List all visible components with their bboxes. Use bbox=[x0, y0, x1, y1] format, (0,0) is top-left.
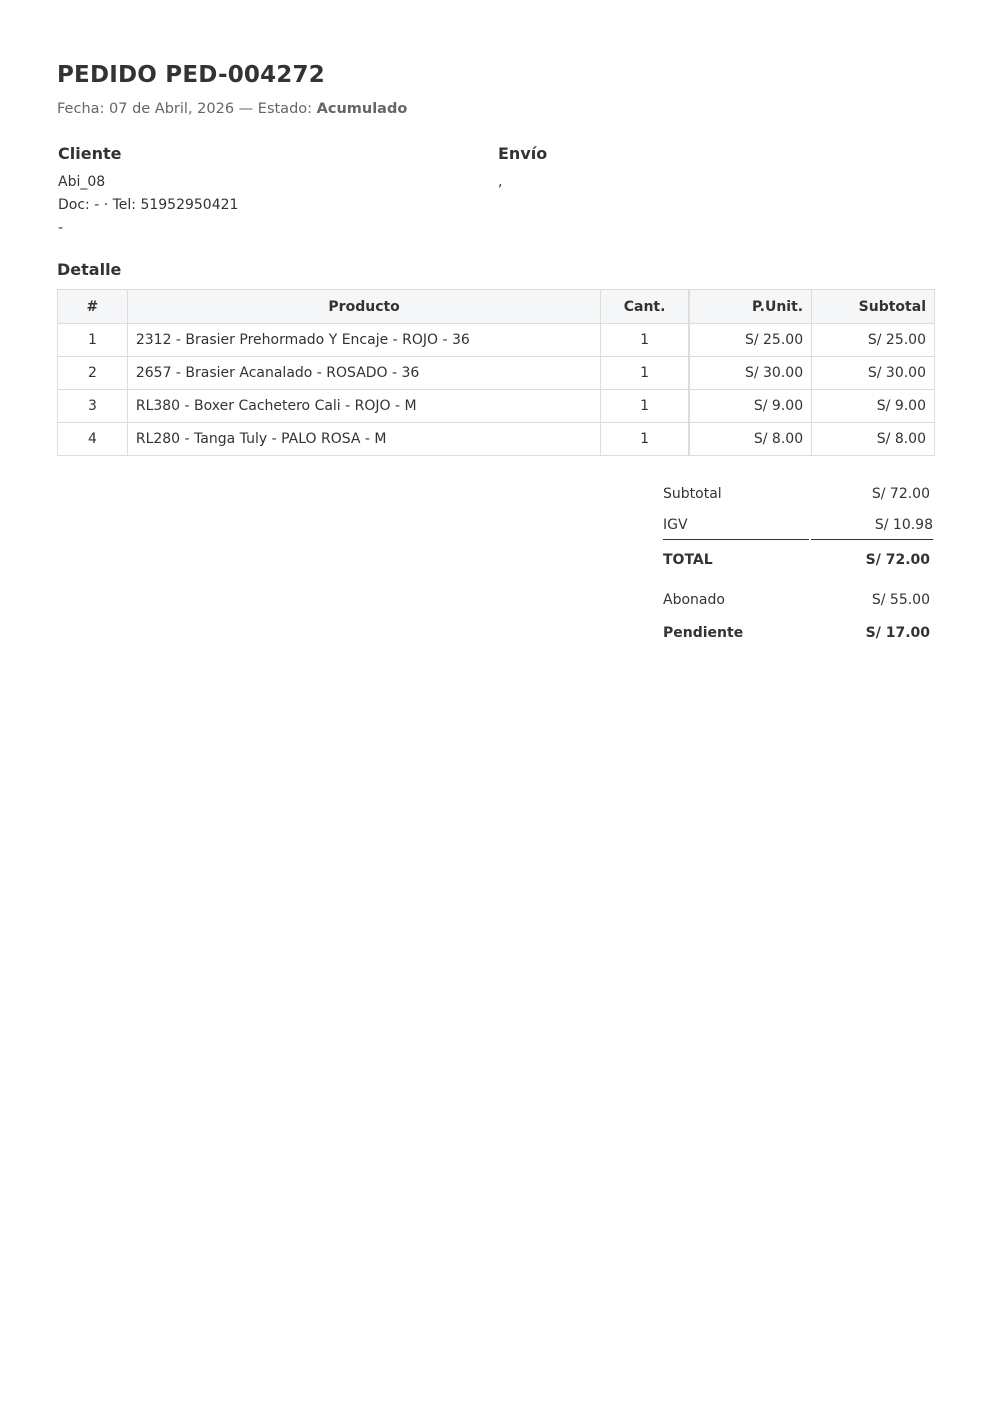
shipping-address: , bbox=[498, 174, 503, 190]
row-num: 3 bbox=[58, 390, 128, 423]
row-unit-price: S/ 30.00 bbox=[689, 357, 812, 390]
paid-value: S/ 55.00 bbox=[871, 592, 930, 608]
igv-value: S/ 10.98 bbox=[874, 516, 933, 533]
totals-igv-row bbox=[663, 509, 933, 540]
col-num-header: # bbox=[58, 290, 128, 324]
row-product: RL280 - Tanga Tuly - PALO ROSA - M bbox=[127, 423, 601, 456]
totals-total-row bbox=[663, 540, 933, 580]
client-extra: - bbox=[58, 220, 64, 236]
pending-label: Pendiente bbox=[663, 625, 744, 641]
row-product: 2312 - Brasier Prehormado Y Encaje - ROJO - 36 bbox=[127, 324, 601, 357]
shipping-block bbox=[498, 144, 918, 194]
detail-heading: Detalle bbox=[57, 260, 122, 279]
pending-value: S/ 17.00 bbox=[865, 625, 930, 641]
page-title: PEDIDO PED-004272 bbox=[57, 62, 325, 88]
row-subtotal: S/ 25.00 bbox=[812, 324, 935, 357]
table-header-row bbox=[58, 290, 935, 324]
row-subtotal: S/ 9.00 bbox=[812, 390, 935, 423]
col-subtotal-header: Subtotal bbox=[812, 290, 935, 324]
subtotal-value: S/ 72.00 bbox=[871, 485, 930, 502]
row-subtotal: S/ 30.00 bbox=[812, 357, 935, 390]
col-unit-price-header: P.Unit. bbox=[689, 290, 812, 324]
totals-paid-row bbox=[663, 584, 933, 616]
row-product: RL380 - Boxer Cachetero Cali - ROJO - M bbox=[127, 390, 601, 423]
totals-summary bbox=[663, 478, 933, 650]
totals-pending-row bbox=[663, 616, 933, 650]
total-value: S/ 72.00 bbox=[865, 552, 930, 568]
igv-label: IGV bbox=[663, 516, 688, 533]
table-row bbox=[58, 423, 935, 456]
totals-subtotal-row bbox=[663, 478, 933, 509]
order-meta bbox=[57, 101, 407, 117]
row-qty: 1 bbox=[601, 357, 689, 390]
subtotal-label: Subtotal bbox=[663, 485, 722, 502]
client-block bbox=[58, 144, 478, 240]
table-row bbox=[58, 390, 935, 423]
client-name: Abi_08 bbox=[58, 174, 106, 190]
row-product: 2657 - Brasier Acanalado - ROSADO - 36 bbox=[127, 357, 601, 390]
row-subtotal: S/ 8.00 bbox=[812, 423, 935, 456]
col-qty-header: Cant. bbox=[601, 290, 689, 324]
row-unit-price: S/ 25.00 bbox=[689, 324, 812, 357]
items-table bbox=[57, 289, 935, 456]
row-num: 4 bbox=[58, 423, 128, 456]
order-status: Acumulado bbox=[316, 101, 408, 117]
table-row bbox=[58, 324, 935, 357]
total-label: TOTAL bbox=[663, 552, 713, 568]
row-num: 2 bbox=[58, 357, 128, 390]
client-doc-phone: Doc: - · Tel: 51952950421 bbox=[58, 197, 239, 213]
shipping-heading: Envío bbox=[498, 144, 548, 163]
row-qty: 1 bbox=[601, 423, 689, 456]
row-unit-price: S/ 8.00 bbox=[689, 423, 812, 456]
row-num: 1 bbox=[58, 324, 128, 357]
row-unit-price: S/ 9.00 bbox=[689, 390, 812, 423]
row-qty: 1 bbox=[601, 324, 689, 357]
col-product-header: Producto bbox=[127, 290, 601, 324]
client-heading: Cliente bbox=[58, 144, 122, 163]
paid-label: Abonado bbox=[663, 592, 725, 608]
order-date-text: Fecha: 07 de Abril, 2026 — Estado: bbox=[57, 101, 317, 117]
row-qty: 1 bbox=[601, 390, 689, 423]
table-row bbox=[58, 357, 935, 390]
